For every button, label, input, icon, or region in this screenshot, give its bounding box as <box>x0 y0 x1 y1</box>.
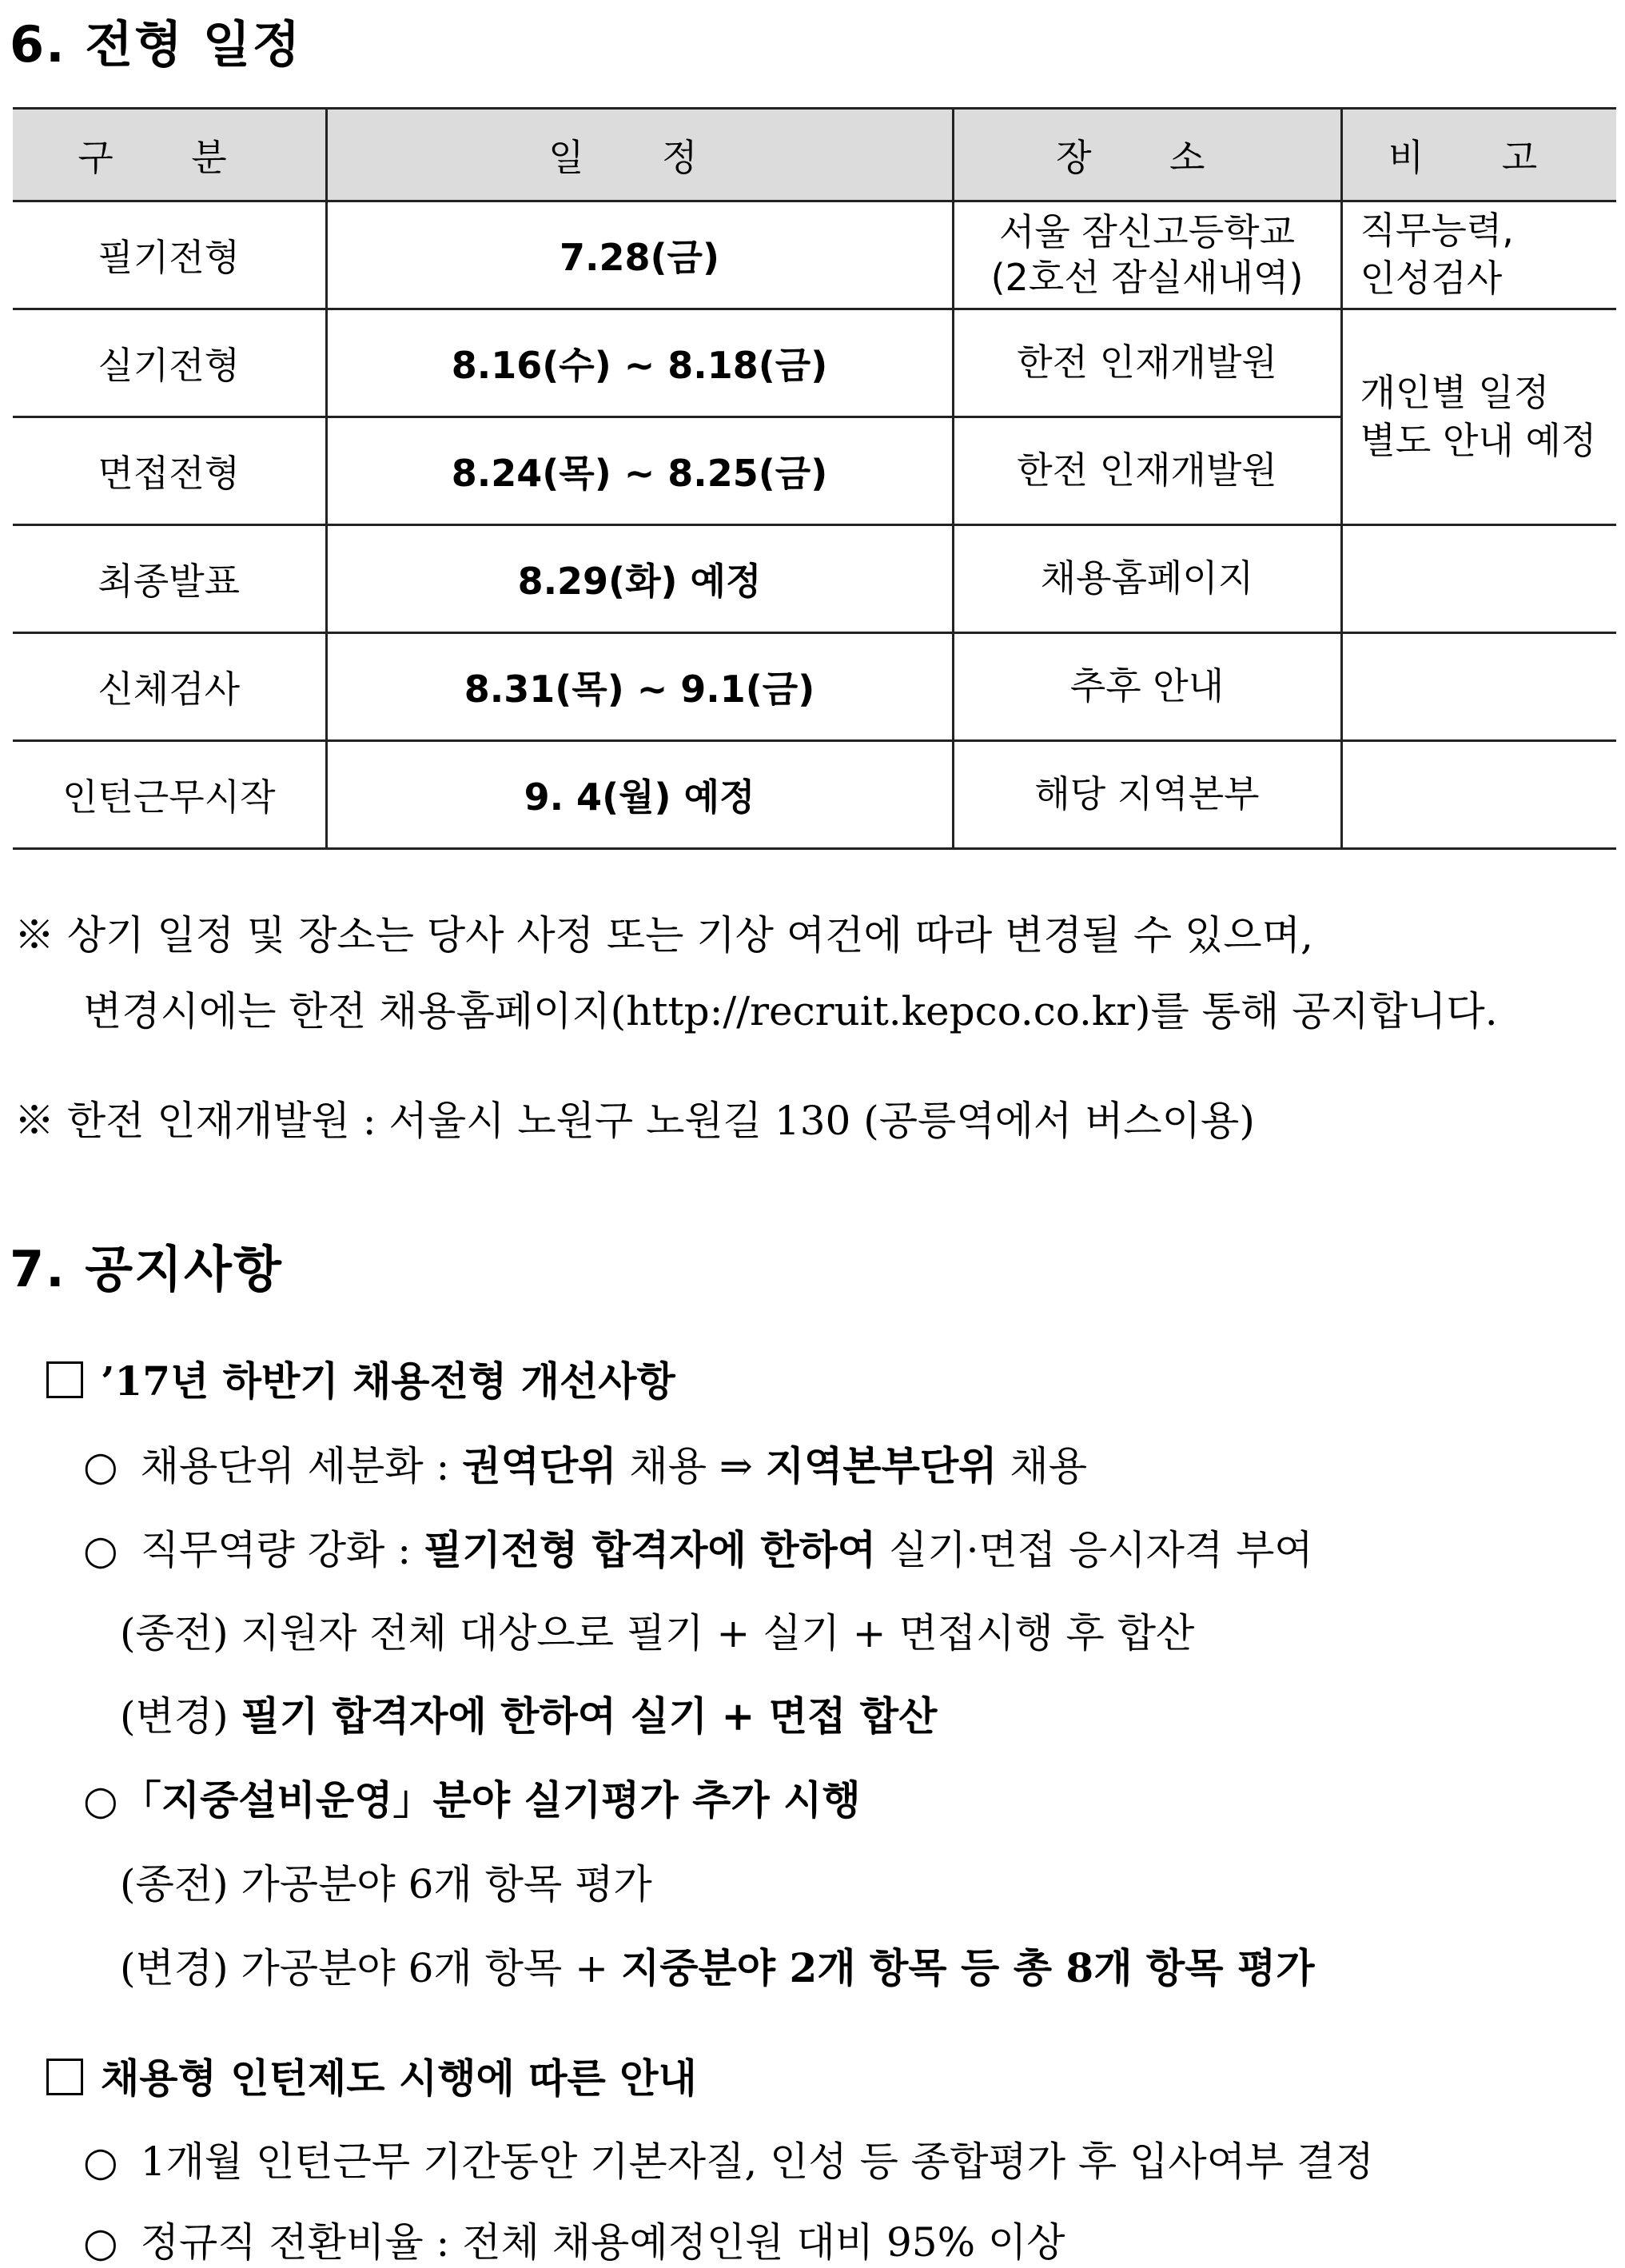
list-item <box>83 1768 861 1826</box>
list-item <box>83 1434 1087 1492</box>
circle-bullet-icon: ○ <box>83 2219 118 2266</box>
item-bold: 지중분야 2개 항목 등 총 8개 항목 평가 <box>620 1944 1315 1991</box>
notice-box-title: ’17년 하반기 채용전형 개선사항 <box>101 1357 675 1405</box>
date-cell: 8.16(수) ~ 8.18(금) <box>326 309 953 417</box>
item-text: 직무역량 강화 : <box>140 1527 412 1573</box>
item-detail-old: (종전) 지원자 전체 대상으로 필기 + 실기 + 면접시행 후 합산 <box>120 1610 1195 1656</box>
header-note: 비 고 <box>1341 109 1616 201</box>
section-7-title: 7. 공지사항 <box>10 1240 283 1298</box>
notice-box-intern <box>46 2047 697 2104</box>
header-place: 장 소 <box>953 109 1341 201</box>
place-cell: 한전 인재개발원 <box>953 417 1341 525</box>
note-cell <box>1341 741 1616 849</box>
item-text: 채용 <box>1010 1443 1088 1489</box>
schedule-change-note-cont: 변경시에는 한전 채용홈페이지(http://recruit.kepco.co.kr)를 통해 공지합니다. <box>83 988 1498 1034</box>
table-row <box>13 525 1616 633</box>
stage-cell: 실기전형 <box>13 309 326 417</box>
date-cell: 7.28(금) <box>326 201 953 309</box>
stage-cell: 인턴근무시작 <box>13 741 326 849</box>
stage-cell: 신체검사 <box>13 633 326 741</box>
list-item <box>83 1518 1313 1576</box>
header-stage: 구 분 <box>13 109 326 201</box>
table-row <box>13 633 1616 741</box>
item-detail-new <box>120 1684 937 1742</box>
notice-box-improvements <box>46 1349 675 1407</box>
date-cell: 8.24(목) ~ 8.25(금) <box>326 417 953 525</box>
date-cell: 8.31(목) ~ 9.1(금) <box>326 633 953 741</box>
place-cell: 채용홈페이지 <box>953 525 1341 633</box>
list-item <box>83 2130 1374 2187</box>
training-center-address-note: ※ 한전 인재개발원 : 서울시 노원구 노원길 130 (공릉역에서 버스이용) <box>14 1098 1255 1144</box>
item-detail-new <box>120 1936 1315 1994</box>
date-cell: 9. 4(월) 예정 <box>326 741 953 849</box>
stage-cell: 면접전형 <box>13 417 326 525</box>
checkbox-square-icon <box>46 2059 83 2095</box>
item-text: (변경) <box>120 1693 229 1740</box>
circle-bullet-icon: ○ <box>83 1443 118 1489</box>
schedule-table <box>13 107 1616 850</box>
header-date: 일 정 <box>326 109 953 201</box>
place-cell: 추후 안내 <box>953 633 1341 741</box>
place-cell: 해당 지역본부 <box>953 741 1341 849</box>
table-row <box>13 309 1616 417</box>
note-cell <box>1341 525 1616 633</box>
item-text: (변경) 가공분야 6개 항목 + <box>120 1945 608 1991</box>
item-text: 채용단위 세분화 : <box>140 1443 450 1489</box>
note-cell: 직무능력, 인성검사 <box>1341 201 1616 309</box>
section-6-title: 6. 전형 일정 <box>10 15 302 74</box>
note-cell: 개인별 일정 별도 안내 예정 <box>1341 309 1616 525</box>
list-item <box>83 2210 1065 2268</box>
checkbox-square-icon <box>46 1361 83 1398</box>
place-cell: 서울 잠신고등학교 (2호선 잠실새내역) <box>953 201 1341 309</box>
notice-box-title: 채용형 인턴제도 시행에 따른 안내 <box>101 2055 697 2102</box>
table-row <box>13 201 1616 309</box>
date-cell: 8.29(화) 예정 <box>326 525 953 633</box>
table-row <box>13 741 1616 849</box>
item-bold: 필기 합격자에 한하여 실기 + 면접 합산 <box>241 1692 938 1740</box>
item-bold: 권역단위 <box>462 1442 617 1489</box>
stage-cell: 필기전형 <box>13 201 326 309</box>
stage-cell: 최종발표 <box>13 525 326 633</box>
item-text: 실기·면접 응시자격 부여 <box>889 1527 1313 1573</box>
item-text: 정규직 전환비율 : 전체 채용예정인원 대비 95% 이상 <box>140 2219 1065 2266</box>
circle-bullet-icon: ○ <box>83 1776 118 1824</box>
place-cell: 한전 인재개발원 <box>953 309 1341 417</box>
item-bold: 지역본부단위 <box>765 1442 998 1489</box>
item-text: 1개월 인턴근무 기간동안 기본자질, 인성 등 종합평가 후 입사여부 결정 <box>140 2138 1374 2185</box>
item-detail-old: (종전) 가공분야 6개 항목 평가 <box>120 1861 652 1907</box>
item-text: 「지중설비운영」분야 실기평가 추가 시행 <box>121 1776 861 1824</box>
item-text: 채용 ⇒ <box>629 1443 753 1489</box>
circle-bullet-icon: ○ <box>83 1527 118 1573</box>
table-header-row <box>13 109 1616 201</box>
note-cell <box>1341 633 1616 741</box>
item-bold: 필기전형 합격자에 한하여 <box>423 1526 877 1573</box>
circle-bullet-icon: ○ <box>83 2138 118 2185</box>
schedule-change-note: ※ 상기 일정 및 장소는 당사 사정 또는 기상 여건에 따라 변경될 수 있으며, <box>14 912 1313 959</box>
